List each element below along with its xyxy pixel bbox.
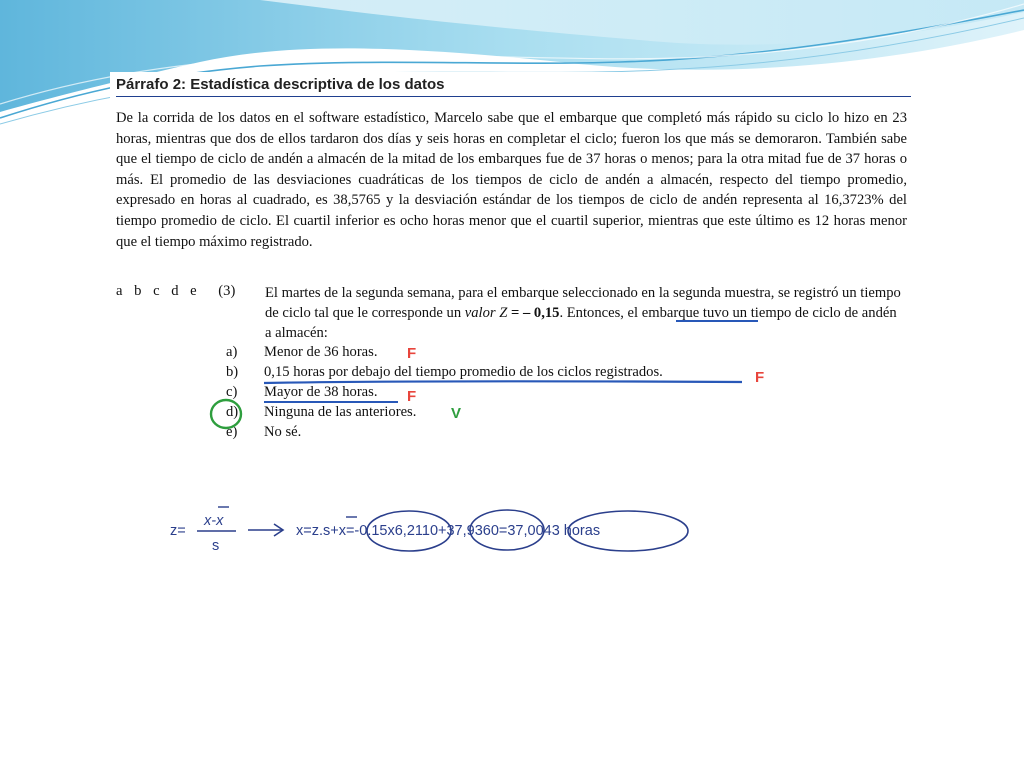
answer-choices-label xyxy=(116,283,235,300)
question-number: (3) xyxy=(218,283,236,299)
option-letter: d) xyxy=(226,404,239,420)
question-text-part1: El martes de la segunda semana, para el embarque seleccionado en la segunda muestra, se registró un tiempo de ciclo tal que le corresponde un xyxy=(265,285,901,322)
option-text: Ninguna de las anteriores. xyxy=(264,404,417,420)
question-z-value: = – 0,15 xyxy=(507,305,560,322)
question-z-label: valor Z xyxy=(464,305,508,322)
problem-paragraph: De la corrida de los datos en el software estadístico, Marcelo sabe que el embarque que completó más rápido su ciclo lo hizo en 23 horas, mientras que dos de ellos tardaron dos días y seis horas en completar el ciclo; fueron los que más se demoraron. También sabe que el tiempo de ciclo de andén a almacén de la mitad de los embarques fue de 37 horas o menos; para la otra mitad fue de 37 horas o más. El promedio de las desviaciones cuadráticas de los tiempos de ciclo de andén a almacén, respecto del tiempo promedio, expresado en horas al cuadrado, es 38,5765 y la desviación estándar de los tiempos de ciclo de andén representa al 16,3723% del tiempo promedio de ciclo. El cuartil inferior es ocho horas menor que el cuartil superior, mientras que este último es 12 horas menor que el tiempo máximo registrado. xyxy=(116,110,907,250)
mark-true-d: V xyxy=(451,405,462,422)
mark-false-c: F xyxy=(407,388,417,405)
option-text: 0,15 horas por debajo del tiempo promedio de los ciclos registrados. xyxy=(264,364,663,380)
option-letter: b) xyxy=(226,364,239,380)
question-text-part2: . Entonces, el embarque tuvo un tiempo de ciclo de andén a almacén: xyxy=(265,305,897,342)
formula-result: x=z.s+x=-0.15x6,2110+37,9360=37,0043 horas xyxy=(296,523,601,539)
formula-lhs: z= xyxy=(170,523,186,539)
choices-row: a b c d e xyxy=(116,283,197,299)
document-image xyxy=(110,72,914,450)
mark-false-a: F xyxy=(407,345,417,362)
mark-false-b: F xyxy=(755,369,765,386)
option-text: No sé. xyxy=(264,424,302,440)
option-text: Menor de 36 horas. xyxy=(264,344,378,360)
question-text xyxy=(265,283,905,344)
section-title: Párrafo 2: Estadística descriptiva de los datos xyxy=(116,76,911,97)
arrow-icon xyxy=(248,524,283,536)
option-letter: e) xyxy=(226,424,238,440)
formula-numerator: x-x xyxy=(204,513,224,529)
option-letter: c) xyxy=(226,384,238,400)
option-letter: a) xyxy=(226,344,238,360)
option-text: Mayor de 38 horas. xyxy=(264,384,378,400)
formula-denominator: s xyxy=(212,538,220,554)
